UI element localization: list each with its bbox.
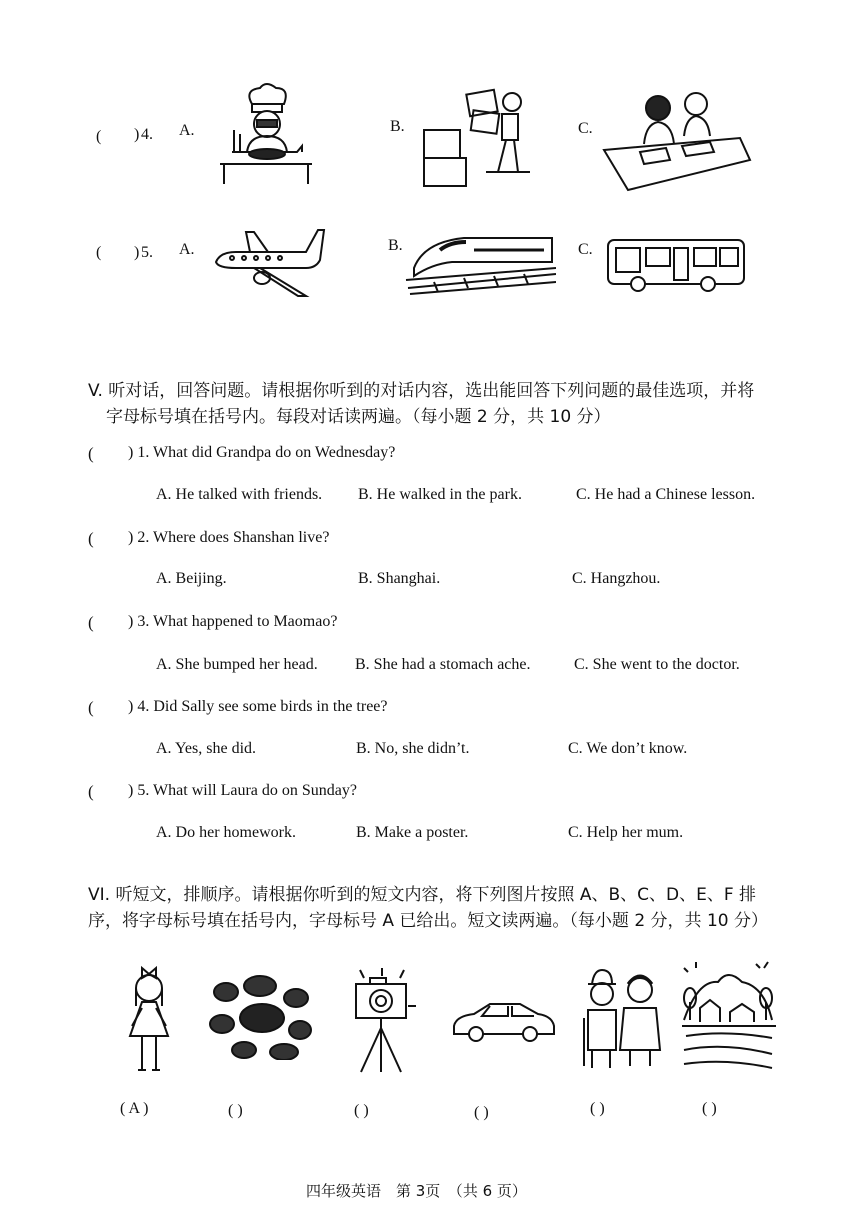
q4-paren-close: ) [134,126,140,143]
option-c[interactable]: C. We don’t know. [568,740,688,757]
answer-3[interactable]: ( ) [354,1102,369,1119]
food-plates-icon[interactable] [204,974,312,1060]
option-a[interactable]: A. He talked with friends. [156,486,323,503]
option-b[interactable]: B. She had a stomach ache. [355,656,531,673]
q4-option-c-letter: C. [578,120,593,137]
question-text: ) 3. What happened to Maomao? [128,613,338,630]
q5-paren-open: ( [96,244,102,261]
paren-open: ( [88,444,94,463]
q4-option-b-letter: B. [390,118,405,135]
paren-open: ( [88,613,94,632]
option-c[interactable]: C. He had a Chinese lesson. [576,486,756,503]
option-b[interactable]: B. Shanghai. [358,570,441,587]
paren-open: ( [88,529,94,548]
robot-carrying-boxes-icon[interactable] [420,84,532,188]
q4-option-a-letter: A. [179,122,195,139]
answer-2[interactable]: ( ) [228,1102,243,1119]
answer-5[interactable]: ( ) [590,1100,605,1117]
section-vi-heading-line1: VI. 听短文，排顺序。请根据你听到的短文内容，将下列图片按照 A、B、C、D、E、F 排 [88,885,757,905]
airplane-icon[interactable] [210,226,326,300]
q4-number: 4. [141,126,153,143]
question-text: ) 2. Where does Shanshan live? [128,529,330,546]
countryside-houses-icon[interactable] [680,960,776,1072]
option-a[interactable]: A. She bumped her head. [156,656,318,673]
q5-option-a-letter: A. [179,241,195,258]
option-c[interactable]: C. She went to the doctor. [574,656,740,673]
option-b[interactable]: B. Make a poster. [356,824,469,841]
option-a[interactable]: A. Yes, she did. [156,740,257,757]
q5-number: 5. [141,244,153,261]
section-vi-heading-line2: 序，将字母标号填在括号内，字母标号 A 已给出。短文读两遍。（每小题 2 分，共 10 分） [88,911,768,931]
camera-tripod-icon[interactable] [350,966,420,1076]
option-c[interactable]: C. Help her mum. [568,824,684,841]
option-a[interactable]: A. Beijing. [156,570,227,587]
q5-option-c-letter: C. [578,241,593,258]
paren-open: ( [88,698,94,717]
grandparents-icon[interactable] [580,968,664,1070]
section-v-heading-line2: 字母标号填在括号内。每段对话读两遍。（每小题 2 分，共 10 分） [106,407,611,427]
paren-open: ( [88,782,94,801]
car-icon[interactable] [450,998,556,1044]
q5-option-b-letter: B. [388,237,403,254]
option-b[interactable]: B. He walked in the park. [358,486,522,503]
option-a[interactable]: A. Do her homework. [156,824,296,841]
chef-cooking-icon[interactable] [212,82,324,188]
section-v-heading-line1: V. 听对话，回答问题。请根据你听到的对话内容，选出能回答下列问题的最佳选项，并将 [88,381,755,401]
option-c[interactable]: C. Hangzhou. [572,570,661,587]
answer-1[interactable]: ( A ) [120,1100,149,1117]
students-studying-icon[interactable] [600,88,752,192]
page-footer: 四年级英语 第 3页 （共 6 页） [306,1182,527,1200]
answer-4[interactable]: ( ) [474,1104,489,1121]
q4-paren-open: ( [96,128,102,145]
high-speed-train-icon[interactable] [404,228,556,298]
answer-6[interactable]: ( ) [702,1100,717,1117]
question-text: ) 1. What did Grandpa do on Wednesday? [128,444,396,461]
bus-icon[interactable] [604,234,746,294]
question-text: ) 5. What will Laura do on Sunday? [128,782,357,799]
girl-icon[interactable] [124,962,174,1076]
option-b[interactable]: B. No, she didn’t. [356,740,470,757]
q5-paren-close: ) [134,244,140,261]
question-text: ) 4. Did Sally see some birds in the tree? [128,698,388,715]
